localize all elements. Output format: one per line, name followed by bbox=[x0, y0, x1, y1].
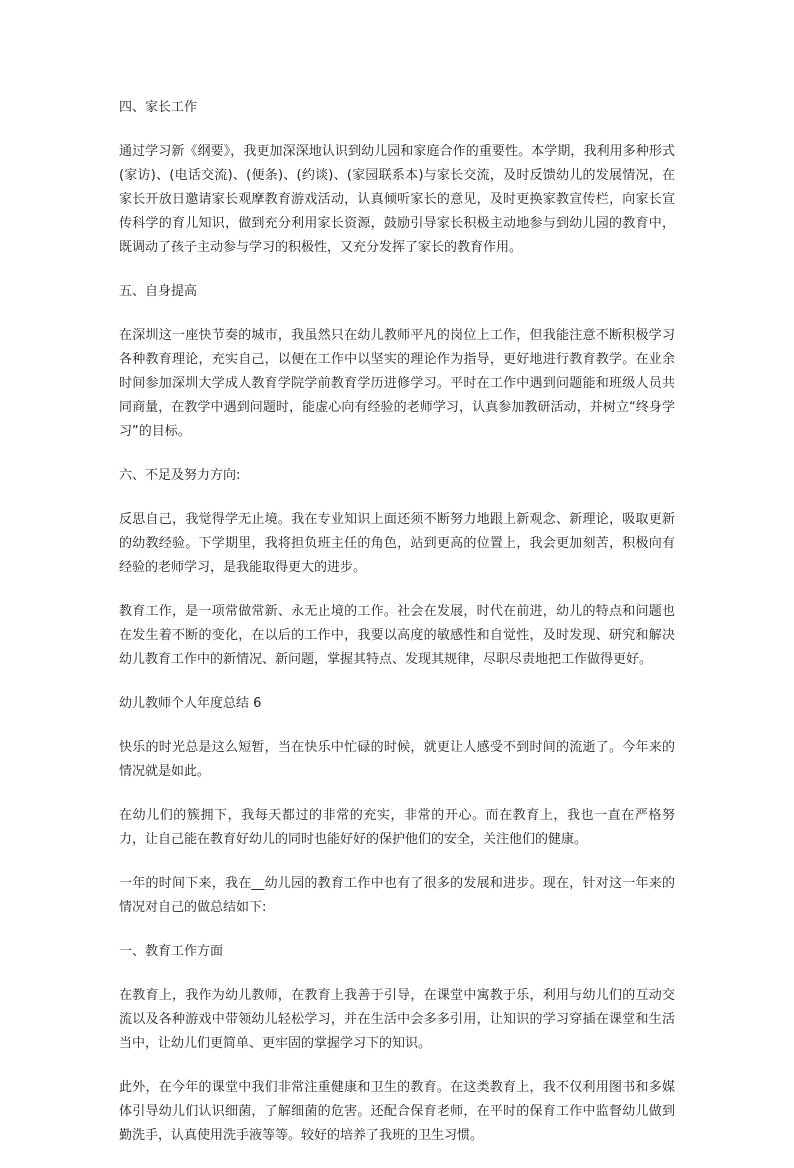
paragraph-self-improvement: 在深圳这一座快节奏的城市，我虽然只在幼儿教师平凡的岗位上工作，但我能注意不断积极学习各种教育理论，充实自己，以便在工作中以坚实的理论作为指导，更好地进行教育教学。在业余时间参加深圳大学成人教育学院学前教育学历进修学习。平时在工作中遇到问题能和班级人员共同商量，在教学中遇到问题时，能虚心向有经验的老师学习，认真参加教研活动，并树立“终身学习”的目标。 bbox=[119, 328, 675, 439]
section-heading-parent-work: 四、家长工作 bbox=[119, 100, 198, 115]
paragraph-year-overview: 一年的时间下来，我在__幼儿园的教育工作中也有了很多的发展和进步。现在，针对这一年来的情况对自己的做总结如下: bbox=[119, 876, 675, 915]
paragraph-health-education: 此外，在今年的课堂中我们非常注重健康和卫生的教育。在这类教育上，我不仅利用图书和多媒体引导幼儿们认识细菌，了解细菌的危害。还配合保育老师，在平时的保育工作中监督幼儿做到勤洗手，认真使用洗手液等等。较好的培养了我班的卫生习惯。 bbox=[119, 1080, 675, 1143]
paragraph-teaching: 在教育上，我作为幼儿教师，在教育上我善于引导，在课堂中寓教于乐，利用与幼儿们的互动交流以及各种游戏中带领幼儿轻松学习，并在生活中会多多引用，让知识的学习穿插在课堂和生活当中，让幼儿们更简单、更牢固的掌握学习下的知识。 bbox=[119, 988, 675, 1051]
summary-title: 幼儿教师个人年度总结 6 bbox=[119, 696, 262, 711]
paragraph-education-work: 教育工作，是一项常做常新、永无止境的工作。社会在发展，时代在前进，幼儿的特点和问题也在发生着不断的变化，在以后的工作中，我要以高度的敏感性和自觉性，及时发现、研究和解决幼儿教育工作中的新情况、新问题，掌握其特点、发现其规律，尽职尽责地把工作做得更好。 bbox=[119, 604, 675, 667]
section-heading-shortcomings: 六、不足及努力方向: bbox=[119, 468, 241, 483]
section-heading-self-improvement: 五、自身提高 bbox=[119, 284, 198, 299]
section-heading-teaching: 一、教育工作方面 bbox=[119, 944, 224, 959]
paragraph-happy-time: 快乐的时光总是这么短暂，当在快乐中忙碌的时候，就更让人感受不到时间的流逝了。今年来的情况就是如此。 bbox=[119, 740, 675, 779]
paragraph-reflection: 反思自己，我觉得学无止境。我在专业知识上面还须不断努力地跟上新观念、新理论，吸取更新的幼教经验。下学期里，我将担负班主任的角色，站到更高的位置上，我会更加刻苦，积极向有经验的老师学习，是我能取得更大的进步。 bbox=[119, 512, 675, 575]
document-page bbox=[119, 96, 675, 1168]
paragraph-parent-work: 通过学习新《纲要》，我更加深深地认识到幼儿园和家庭合作的重要性。本学期，我利用多种形式(家访)、(电话交流)、(便条)、(约谈)、(家园联系本)与家长交流，及时反馈幼儿的发展情况，在家长开放日邀请家长观摩教育游戏活动，认真倾听家长的意见，及时更换家教宣传栏，向家长宣传科学的育儿知识，做到充分利用家长资源，鼓励引导家长积极主动地参与到幼儿园的教育中，既调动了孩子主动参与学习的积极性，又充分发挥了家长的教育作用。 bbox=[119, 144, 675, 255]
paragraph-children: 在幼儿们的簇拥下，我每天都过的非常的充实，非常的开心。而在教育上，我也一直在严格努力，让自己能在教育好幼儿的同时也能好好的保护他们的安全，关注他们的健康。 bbox=[119, 808, 675, 847]
